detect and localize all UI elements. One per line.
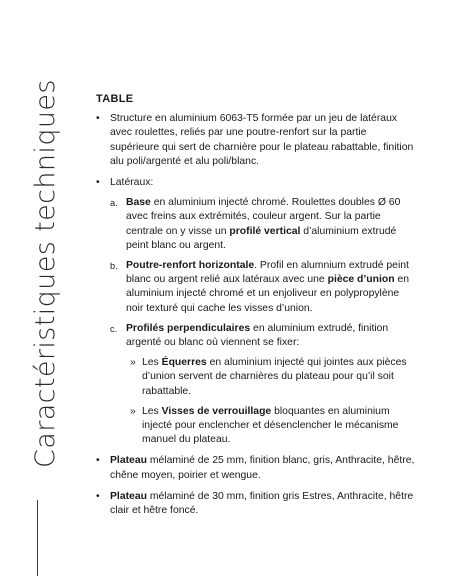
list-item xyxy=(96,176,416,447)
spec-list xyxy=(96,112,416,518)
item-text: d’aluminium extrudé peint blanc ou argent. xyxy=(126,225,397,251)
nested-list-item xyxy=(126,405,416,448)
item-text: mélaminé de 25 mm, finition blanc, gris, Anthracite, hêtre, chêne moyen, poirier et wengue. xyxy=(110,455,415,481)
bold-term: pièce d’union xyxy=(327,274,395,286)
item-text: Structure en aluminium 6063-T5 formée par un jeu de latéraux avec roulettes, reliés par une poutre-renfort sur la partie supérieure qui sert de charnière pour le plateau rabattable, finition alu poli/argenté et alu poli/blanc. xyxy=(110,113,414,167)
item-text: mélaminé de 30 mm, finition gris Estres, Anthracite, hêtre clair et hêtre foncé. xyxy=(110,490,414,517)
section-heading: TABLE xyxy=(96,93,134,105)
item-text: . Profil en alumnium extrudé peint blanc ou argent relié aux latéraux avec une xyxy=(126,260,409,286)
sub-list-item xyxy=(110,259,416,316)
side-divider xyxy=(37,500,38,576)
bold-term: Profilés perpendiculaires xyxy=(126,322,251,334)
bold-term: Poutre-renfort horizontale xyxy=(126,260,255,272)
bold-term: profilé vertical xyxy=(229,225,301,237)
bold-term: Plateau xyxy=(110,490,147,502)
item-text: en aluminium injecté qui jointes aux pièces d’union servent de charnières du plateau pour qu’il soit rabattable. xyxy=(142,357,407,397)
item-text: Latéraux: xyxy=(110,177,154,189)
nested-list-item xyxy=(126,356,416,399)
list-item xyxy=(96,454,416,482)
item-text: en aluminium injecté chromé. Roulettes doubles Ø 60 avec freins aux extrémités, couleur argent. Sur la partie centrale on y visse un xyxy=(126,197,401,237)
list-item xyxy=(96,112,416,169)
sub-list-item xyxy=(110,196,416,253)
item-text: Les xyxy=(142,405,162,417)
bullet-icon: • xyxy=(96,177,100,189)
spec-content xyxy=(96,92,416,525)
bullet-icon: • xyxy=(96,455,100,467)
sub-list-marker: a. xyxy=(110,198,118,209)
list-item xyxy=(96,490,416,518)
item-text: Les xyxy=(142,357,162,369)
bold-term: Base xyxy=(126,197,151,209)
sub-list xyxy=(110,196,416,447)
sub-list-item xyxy=(110,322,416,448)
item-text: en aluminium extrudé, finition argenté ou blanc où viennent se fixer: xyxy=(126,322,389,349)
item-text: bloquantes en aluminium injecté pour enclencher et désenclencher le mécanisme manuel du plateau. xyxy=(142,405,399,446)
bold-term: Équerres xyxy=(161,357,207,369)
nested-list xyxy=(126,356,416,447)
bullet-icon: • xyxy=(96,490,100,502)
bold-term: Visses de verrouillage xyxy=(161,405,272,417)
bullet-icon: • xyxy=(96,113,100,125)
side-title-block xyxy=(24,79,74,544)
sub-list-marker: c. xyxy=(110,323,118,334)
item-text: en aluminium injecté chromé et un enjoliveur en polypropylène noir texturé qui cache les visses d’union. xyxy=(126,274,410,314)
bold-term: Plateau xyxy=(110,455,147,467)
side-title: Caractéristiques techniques xyxy=(30,79,61,468)
chevron-icon: » xyxy=(130,405,136,417)
chevron-icon: » xyxy=(130,357,136,369)
sub-list-marker: b. xyxy=(110,261,118,272)
